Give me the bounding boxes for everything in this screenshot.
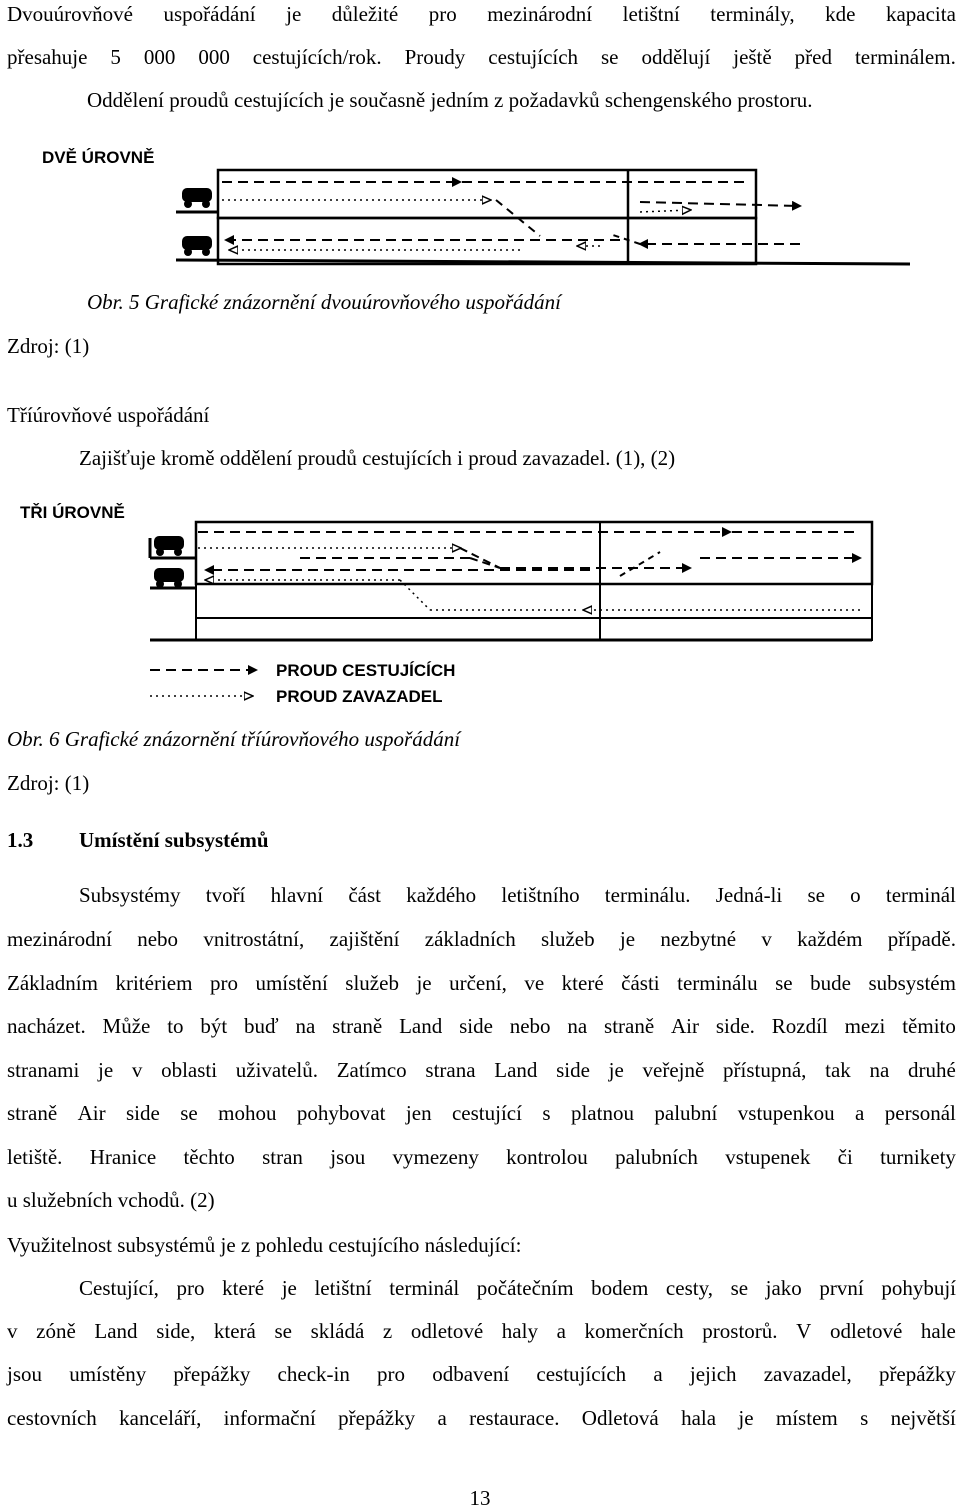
para1-line-1: Subsystémy tvoří hlavní část každého letištního terminálu. Jedná-li se o terminál bbox=[79, 883, 956, 907]
para1-line-2: mezinárodní nebo vnitrostátní, zajištění základních služeb je nezbytné v každém případě. bbox=[7, 927, 956, 951]
para1-line-6: straně Air side se mohou pohybovat jen cestující s platnou palubní vstupenkou a personál bbox=[7, 1101, 956, 1125]
figure-three-levels bbox=[0, 492, 960, 712]
legend-passengers: PROUD CESTUJÍCÍCH bbox=[276, 661, 456, 680]
car-icon-upper bbox=[182, 188, 212, 208]
intro-line-3: Oddělení proudů cestujících je současně jedním z požadavků schengenského prostoru. bbox=[87, 88, 813, 112]
section-title: Umístění subsystémů bbox=[79, 828, 269, 852]
figure5-label: DVĚ ÚROVNĚ bbox=[42, 148, 155, 167]
para1-line-8: u služebních vchodů. (2) bbox=[7, 1188, 215, 1212]
car-icon-lower bbox=[182, 236, 212, 256]
figure5-caption: Obr. 5 Grafické znázornění dvouúrovňového uspořádání bbox=[87, 290, 562, 314]
para1-line-5: stranami je v oblasti uživatelů. Zatímco strana Land side je veřejně přístupná, tak na druhé bbox=[7, 1058, 956, 1082]
para2-line-1: Cestující, pro které je letištní terminál počátečním bodem cesty, se jako první pohybují bbox=[79, 1276, 956, 1300]
para1-line-4: nacházet. Může to být buď na straně Land side nebo na straně Air side. Rozdíl mezi těmito bbox=[7, 1014, 956, 1038]
car-icon-top bbox=[154, 536, 184, 556]
legend-baggage: PROUD ZAVAZADEL bbox=[276, 687, 443, 706]
para1-line-3: Základním kritériem pro umístění služeb je určení, ve které části terminálu se bude subsystém bbox=[7, 971, 956, 995]
figure-two-levels bbox=[0, 140, 960, 270]
page-number: 13 bbox=[469, 1486, 491, 1510]
section-number: 1.3 bbox=[7, 828, 34, 852]
three-level-title: Tříúrovňové uspořádání bbox=[7, 403, 210, 427]
para2-line-2: v zóně Land side, která se skládá z odletové haly a komerčních prostorů. V odletové hale bbox=[7, 1319, 956, 1343]
para2-lead: Využitelnost subsystémů je z pohledu cestujícího následující: bbox=[7, 1233, 522, 1257]
figure6-source: Zdroj: (1) bbox=[7, 771, 90, 795]
figure5-source: Zdroj: (1) bbox=[7, 334, 90, 358]
figure6-label: TŘI ÚROVNĚ bbox=[20, 503, 125, 522]
three-level-text: Zajišťuje kromě oddělení proudů cestujících i proud zavazadel. (1), (2) bbox=[79, 446, 676, 470]
intro-line-2: přesahuje 5 000 000 cestujících/rok. Proudy cestujících se oddělují ještě před terminálem. bbox=[7, 45, 956, 69]
section-heading bbox=[7, 828, 269, 853]
para2-line-3: jsou umístěny přepážky check-in pro odbavení cestujících a jejich zavazadel, přepážky bbox=[7, 1362, 956, 1386]
intro-line-1: Dvouúrovňové uspořádání je důležité pro mezinárodní letištní terminály, kde kapacita bbox=[7, 2, 956, 26]
para1-line-7: letiště. Hranice těchto stran jsou vymezeny kontrolou palubních vstupenek či turnikety bbox=[7, 1145, 956, 1169]
figure6-caption: Obr. 6 Grafické znázornění tříúrovňového uspořádání bbox=[7, 727, 461, 751]
para2-line-4: cestovních kanceláří, informační přepážky a restaurace. Odletová hala je místem s největší bbox=[7, 1406, 956, 1430]
car-icon-middle bbox=[154, 568, 184, 588]
